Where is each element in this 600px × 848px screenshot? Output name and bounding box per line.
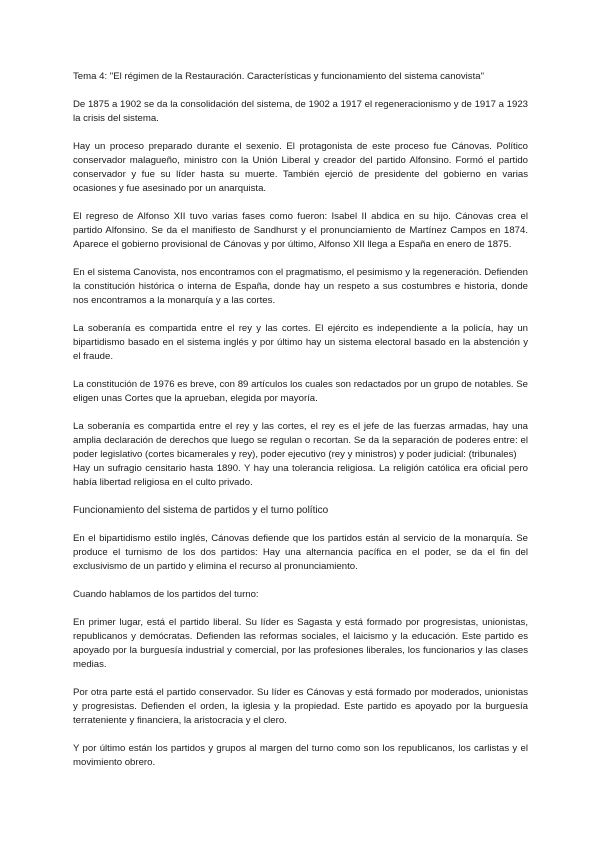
section-subtitle: Funcionamiento del sistema de partidos y el turno político [73, 505, 329, 516]
paragraph-sufragio: Hay un sufragio censitario hasta 1890. Y hay una tolerancia religiosa. La religión católica era oficial pero había libertad religiosa en el culto privado. [73, 463, 528, 488]
paragraph-bipartidismo: En el bipartidismo estilo inglés, Cánovas defiende que los partidos están al servicio de la monarquía. Se produce el turnismo de los dos partidos: Hay una alternancia pacífica en el poder, se da el fin del exclusivismo de un partido y elimina el recurso al pronunciamiento. [73, 533, 528, 572]
paragraph-separacion-poderes: La soberanía es compartida entre el rey y las cortes, el rey es el jefe de las fuerzas armadas, hay una amplia declaración de derechos que luego se regulan o recortan. Se da la separación de poderes entre: el poder legislativo (cortes bicamerales y rey), poder ejecutivo (rey y ministros) y poder judicial: (tribunales) [73, 421, 528, 460]
paragraph-alfonso-xii: El regreso de Alfonso XII tuvo varias fases como fueron: Isabel II abdica en su hijo. Cánovas crea el partido Alfonsino. Se da el manifiesto de Sandhurst y el pronunciamiento de Martínez Campos en 1874. Aparece el gobierno provisional de Cánovas y por último, Alfonso XII llega a España en enero de 1875. [73, 211, 528, 250]
paragraph-al-margen: Y por último están los partidos y grupos al margen del turno como son los republicanos, los carlistas y el movimiento obrero. [73, 743, 528, 768]
paragraph-periodos: De 1875 a 1902 se da la consolidación del sistema, de 1902 a 1917 el regeneracionismo y de 1917 a 1923 la crisis del sistema. [73, 99, 528, 124]
paragraph-canovas: Hay un proceso preparado durante el sexenio. El protagonista de este proceso fue Cánovas. Político conservador malagueño, ministro con la Unión Liberal y creador del partido Alfonsino. Formó el partido conservador y fue su líder hasta su muerte. También ejerció de presidente del gobierno en varias ocasiones y fue asesinado por un anarquista. [73, 141, 528, 194]
paragraph-partidos-turno: Cuando hablamos de los partidos del turno: [73, 589, 259, 600]
paragraph-partido-liberal: En primer lugar, está el partido liberal. Su líder es Sagasta y está formado por progresistas, unionistas, republicanos y demócratas. Defienden las reformas sociales, el laicismo y la educación. Este partido es apoyado por la burguesía industrial y comercial, por las profesiones liberales, los funcionarios y las clases medias. [73, 617, 528, 670]
document-title: Tema 4: "El régimen de la Restauración. Características y funcionamiento del sistema canovista" [73, 71, 485, 82]
paragraph-partido-conservador: Por otra parte está el partido conservador. Su líder es Cánovas y está formado por moderados, unionistas y progresistas. Defienden el orden, la iglesia y la propiedad. Este partido es apoyado por la burguesía terrateniente y financiera, la aristocracia y el clero. [73, 687, 528, 726]
paragraph-soberania-compartida: La soberanía es compartida entre el rey y las cortes. El ejército es independiente a la policía, hay un bipartidismo basado en el sistema inglés y por último hay un sistema electoral basado en la abstención y el fraude. [73, 323, 528, 362]
paragraph-sistema-canovista: En el sistema Canovista, nos encontramos con el pragmatismo, el pesimismo y la regeneración. Defienden la constitución histórica o interna de España, donde hay un respeto a sus costumbres e historia, donde nos encontramos a la monarquía y a las cortes. [73, 267, 528, 306]
document-page [73, 70, 528, 784]
paragraph-constitucion: La constitución de 1976 es breve, con 89 artículos los cuales son redactados por un grupo de notables. Se eligen unas Cortes que la aprueban, elegida por mayoría. [73, 379, 528, 404]
